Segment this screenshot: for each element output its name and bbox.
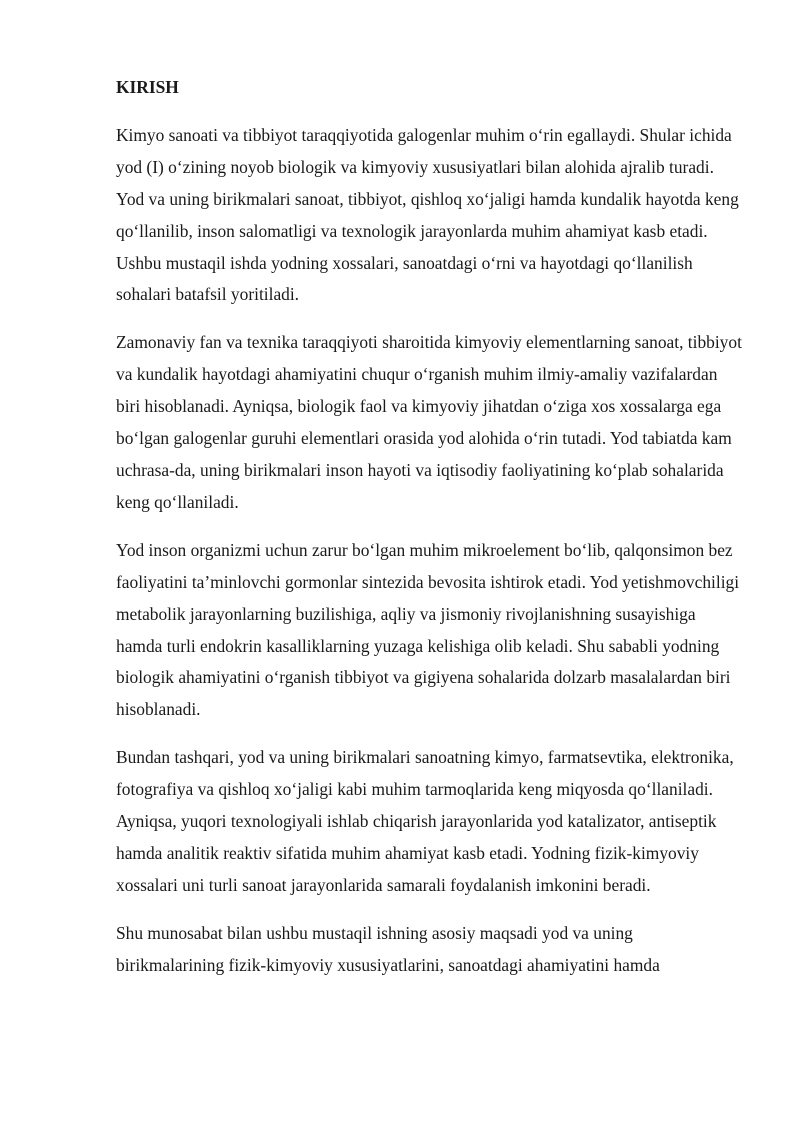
paragraph-2: Zamonaviy fan va texnika taraqqiyoti sharoitida kimyoviy elementlarning sanoat, tibbiyot va kundalik hayotdagi ahamiyatini chuqur o‘rganish muhim ilmiy-amaliy vazifalardan biri hisoblanadi. Ayniqsa, biologik faol va kimyoviy jihatdan o‘ziga xos xossalarga ega bo‘lgan galogenlar guruhi elementlari orasida yod alohida o‘rin tutadi. Yod tabiatda kam uchrasa-da, uning birikmalari inson hayoti va iqtisodiy faoliyatining ko‘plab sohalarida keng qo‘llaniladi. — [116, 332, 742, 512]
paragraph-4: Bundan tashqari, yod va uning birikmalari sanoatning kimyo, farmatsevtika, elektronika, fotografiya va qishloq xo‘jaligi kabi muhim tarmoqlarida keng miqyosda qo‘llaniladi. Ayniqsa, yuqori texnologiyali ishlab chiqarish jarayonlarida yod katalizator, antiseptik hamda analitik reaktiv sifatida muhim ahamiyat kasb etadi. Yodning fizik-kimyoviy xossalari uni turli sanoat jarayonlarida samarali foydalanish imkonini beradi. — [116, 747, 734, 895]
section-heading: KIRISH — [116, 77, 179, 97]
paragraph-5: Shu munosabat bilan ushbu mustaqil ishning asosiy maqsadi yod va uning birikmalarining fizik-kimyoviy xususiyatlarini, sanoatdagi ahamiyatini hamda — [116, 922, 660, 975]
paragraph-3: Yod inson organizmi uchun zarur bo‘lgan muhim mikroelement bo‘lib, qalqonsimon bez faoliyatini ta’minlovchi gormonlar sintezida bevosita ishtirok etadi. Yod yetishmovchiligi metabolik jarayonlarning buzilishiga, aqliy va jismoniy rivojlanishning susayishiga hamda turli endokrin kasalliklarning yuzaga kelishiga olib keladi. Shu sababli yodning biologik ahamiyatini o‘rganish tibbiyot va gigiyena sohalarida dolzarb masalalardan biri hisoblanadi. — [116, 539, 740, 720]
paragraph-1: Kimyo sanoati va tibbiyot taraqqiyotida galogenlar muhim o‘rin egallaydi. Shular ichida yod (I) o‘zining noyob biologik va kimyoviy xususiyatlari bilan alohida ajralib turadi. Yod va uning birikmalari sanoat, tibbiyot, qishloq xo‘jaligi hamda kundalik hayotda keng qo‘llanilib, inson salomatligi va texnologik jarayonlarda muhim ahamiyat kasb etadi. Ushbu mustaqil ishda yodning xossalari, sanoatdagi o‘rni va hayotdagi qo‘llanilish sohalari batafsil yoritiladi. — [116, 124, 739, 305]
